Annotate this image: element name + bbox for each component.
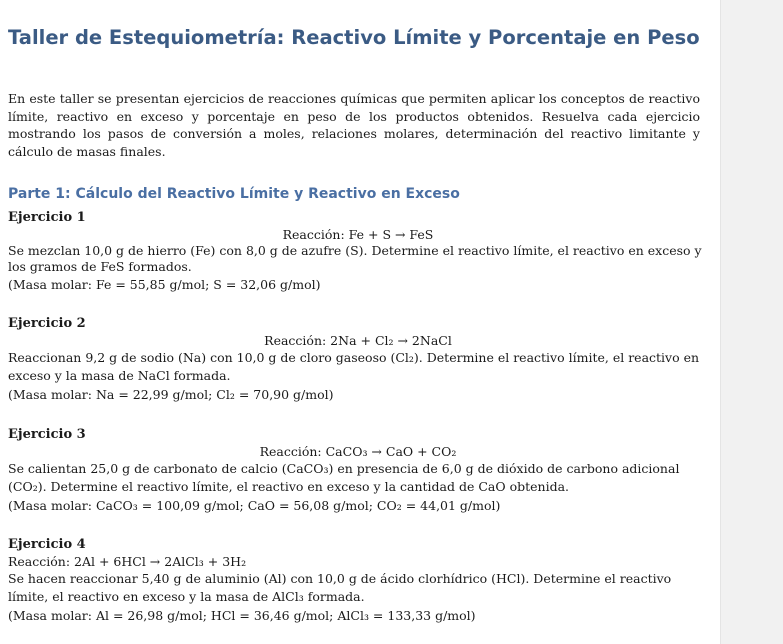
- reaction-equation: Reacción: 2Al + 6HCl → 2AlCl₃ + 3H₂: [8, 554, 247, 569]
- reaction-equation: Reacción: Fe + S → FeS: [282, 227, 434, 242]
- exercise-statement: Se mezclan 10,0 g de hierro (Fe) con 8,0 g de azufre (S). Determine el reactivo límite, el reactivo en exceso y los gramos de FeS formados.: [8, 243, 702, 274]
- exercise-2: [8, 315, 708, 404]
- exercise-title: Ejercicio 2: [8, 316, 86, 331]
- molar-mass-note: (Masa molar: Fe = 55,85 g/mol; S = 32,06 g/mol): [8, 277, 321, 292]
- exercise-title: Ejercicio 3: [8, 427, 86, 442]
- reaction-equation: Reacción: 2Na + Cl₂ → 2NaCl: [264, 333, 452, 348]
- exercise-statement: Reaccionan 9,2 g de sodio (Na) con 10,0 g de cloro gaseoso (Cl₂). Determine el reactivo límite, el reactivo en exceso y la masa de NaCl formada.: [8, 350, 700, 383]
- page-title: Taller de Estequiometría: Reactivo Límite y Porcentaje en Peso: [8, 26, 700, 49]
- exercise-title: Ejercicio 1: [8, 210, 86, 225]
- exercise-3: [8, 426, 708, 515]
- side-panel: [720, 0, 783, 644]
- molar-mass-note: (Masa molar: CaCO₃ = 100,09 g/mol; CaO = 56,08 g/mol; CO₂ = 44,01 g/mol): [8, 498, 501, 513]
- molar-mass-note: (Masa molar: Al = 26,98 g/mol; HCl = 36,46 g/mol; AlCl₃ = 133,33 g/mol): [8, 608, 476, 623]
- exercise-statement: Se hacen reaccionar 5,40 g de aluminio (Al) con 10,0 g de ácido clorhídrico (HCl). Determine el reactivo límite, el reactivo en exceso y la masa de AlCl₃ formada.: [8, 571, 672, 604]
- exercise-4: [8, 536, 708, 625]
- intro-paragraph: En este taller se presentan ejercicios de reacciones químicas que permiten aplicar los conceptos de reactivo límite, reactivo en exceso y porcentaje en peso de los productos obtenidos. Resuelva cada ejercicio mostrando los pasos de conversión a moles, relaciones molares, determinación del reactivo limitante y cálculo de masas finales.: [8, 91, 700, 159]
- reaction-equation: Reacción: CaCO₃ → CaO + CO₂: [259, 444, 457, 459]
- exercise-title: Ejercicio 4: [8, 537, 86, 552]
- section-title-part-1: Parte 1: Cálculo del Reactivo Límite y Reactivo en Exceso: [8, 186, 460, 202]
- exercise-1: [8, 209, 708, 294]
- molar-mass-note: (Masa molar: Na = 22,99 g/mol; Cl₂ = 70,90 g/mol): [8, 387, 334, 402]
- exercise-statement: Se calientan 25,0 g de carbonato de calcio (CaCO₃) en presencia de 6,0 g de dióxido de carbono adicional (CO₂). Determine el reactivo límite, el reactivo en exceso y la cantidad de CaO obtenida.: [8, 461, 680, 494]
